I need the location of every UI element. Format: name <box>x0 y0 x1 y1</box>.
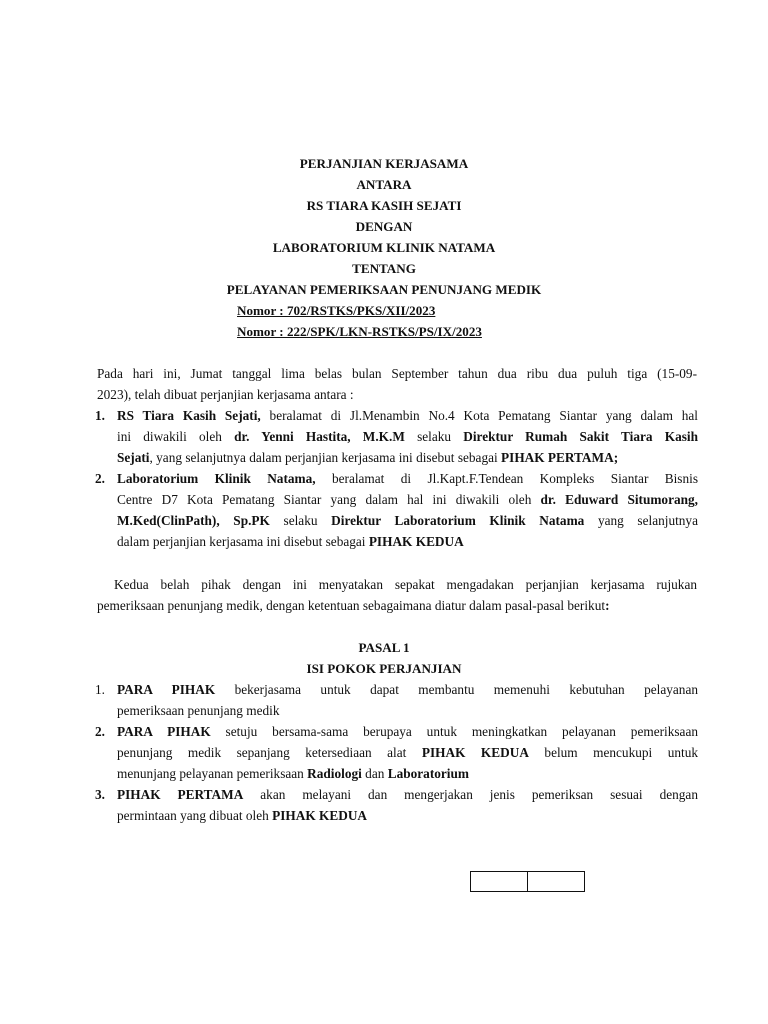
title-line: TENTANG <box>352 261 416 276</box>
service-name: Laboratorium <box>387 766 469 781</box>
intro-paragraph <box>97 363 697 405</box>
party-text: selaku <box>269 513 332 528</box>
representative-name: M.Ked(ClinPath), Sp.PK <box>117 513 270 528</box>
party-role: PIHAK PERTAMA <box>117 787 244 802</box>
pasal-item <box>95 679 698 721</box>
party-item <box>95 405 698 468</box>
party-text: dalam perjanjian kerjasama ini disebut sebagai <box>117 534 369 549</box>
representative-name: dr. Yenni Hastita, M.K.M <box>234 429 405 444</box>
party-text: ini diwakili oleh <box>117 429 235 444</box>
title-line: ANTARA <box>356 177 412 192</box>
party-text: , yang selanjutnya dalam perjanjian kerjasama ini disebut sebagai <box>149 450 502 465</box>
pasal-items-list <box>95 679 698 826</box>
representative-title: Direktur Laboratorium Klinik Natama <box>331 513 585 528</box>
representative-name: dr. Eduward Situmorang, <box>540 492 699 507</box>
intro-line: Pada hari ini, Jumat tanggal lima belas bulan September tahun dua ribu dua puluh tiga (15-09- <box>97 366 697 381</box>
item-text: dan <box>361 766 388 781</box>
party-role: PARA PIHAK <box>117 724 211 739</box>
agreement-line: Kedua belah pihak dengan ini menyatakan sepakat mengadakan perjanjian kerjasama rujukan <box>114 577 697 592</box>
title-line: DENGAN <box>355 219 413 234</box>
representative-title: Direktur Rumah Sakit Tiara Kasih <box>463 429 698 444</box>
initials-cell-second-party <box>527 872 584 891</box>
title-line: PELAYANAN PEMERIKSAAN PENUNJANG MEDIK <box>226 282 542 297</box>
item-text: belum mencukupi untuk <box>528 745 698 760</box>
party-role: PARA PIHAK <box>117 682 216 697</box>
document-number-2: Nomor : 222/SPK/LKN-RSTKS/PS/IX/2023 <box>237 324 482 339</box>
party-text: beralamat di Jl.Kapt.F.Tendean Kompleks Siantar Bisnis <box>315 471 698 486</box>
pasal-title: PASAL 1 <box>358 640 410 655</box>
party-role: PIHAK KEDUA <box>421 745 529 760</box>
title-line: PERJANJIAN KERJASAMA <box>299 156 469 171</box>
document-title-block <box>0 153 768 300</box>
pasal-item <box>95 784 698 826</box>
title-line: LABORATORIUM KLINIK NATAMA <box>272 240 496 255</box>
pasal-subtitle: ISI POKOK PERJANJIAN <box>306 661 462 676</box>
list-number: 1. <box>95 408 105 423</box>
agreement-paragraph <box>97 574 697 616</box>
party-text: beralamat di Jl.Menambin No.4 Kota Pematang Siantar yang dalam hal <box>260 408 699 423</box>
parties-list <box>95 405 698 552</box>
list-number: 3. <box>95 787 105 802</box>
initials-box <box>470 871 585 892</box>
party-name: Laboratorium Klinik Natama, <box>117 471 316 486</box>
item-text: akan melayani dan mengerjakan jenis pemeriksan sesuai dengan <box>243 787 698 802</box>
party-role: PIHAK KEDUA <box>368 534 464 549</box>
list-number: 2. <box>95 471 105 486</box>
service-name: Radiologi <box>307 766 362 781</box>
item-text: pemeriksaan penunjang medik <box>117 703 280 718</box>
item-text: bekerjasama untuk dapat membantu memenuhi kebutuhan pelayanan <box>215 682 698 697</box>
party-role: PIHAK PERTAMA; <box>501 450 619 465</box>
party-text: yang selanjutnya <box>584 513 698 528</box>
representative-title: Sejati <box>117 450 150 465</box>
pasal-item <box>95 721 698 784</box>
item-text: menunjang pelayanan pemeriksaan <box>117 766 308 781</box>
item-text: setuju bersama-sama berupaya untuk meningkatkan pelayanan pemeriksaan <box>210 724 698 739</box>
item-text: penunjang medik sepanjang ketersediaan alat <box>117 745 422 760</box>
initials-cell-first-party <box>471 872 527 891</box>
party-text: selaku <box>404 429 464 444</box>
title-line: RS TIARA KASIH SEJATI <box>306 198 462 213</box>
party-role: PIHAK KEDUA <box>272 808 368 823</box>
document-number-1: Nomor : 702/RSTKS/PKS/XII/2023 <box>237 303 436 318</box>
intro-line: 2023), telah dibuat perjanjian kerjasama antara : <box>97 387 354 402</box>
agreement-line: pemeriksaan penunjang medik, dengan ketentuan sebagaimana diatur dalam pasal-pasal berikut <box>97 598 606 613</box>
party-text: Centre D7 Kota Pematang Siantar yang dalam hal ini diwakili oleh <box>117 492 541 507</box>
item-text: permintaan yang dibuat oleh <box>117 808 273 823</box>
party-item <box>95 468 698 552</box>
list-number: 2. <box>95 724 105 739</box>
list-number: 1. <box>95 682 105 697</box>
party-name: RS Tiara Kasih Sejati, <box>117 408 261 423</box>
agreement-colon: : <box>605 598 610 613</box>
